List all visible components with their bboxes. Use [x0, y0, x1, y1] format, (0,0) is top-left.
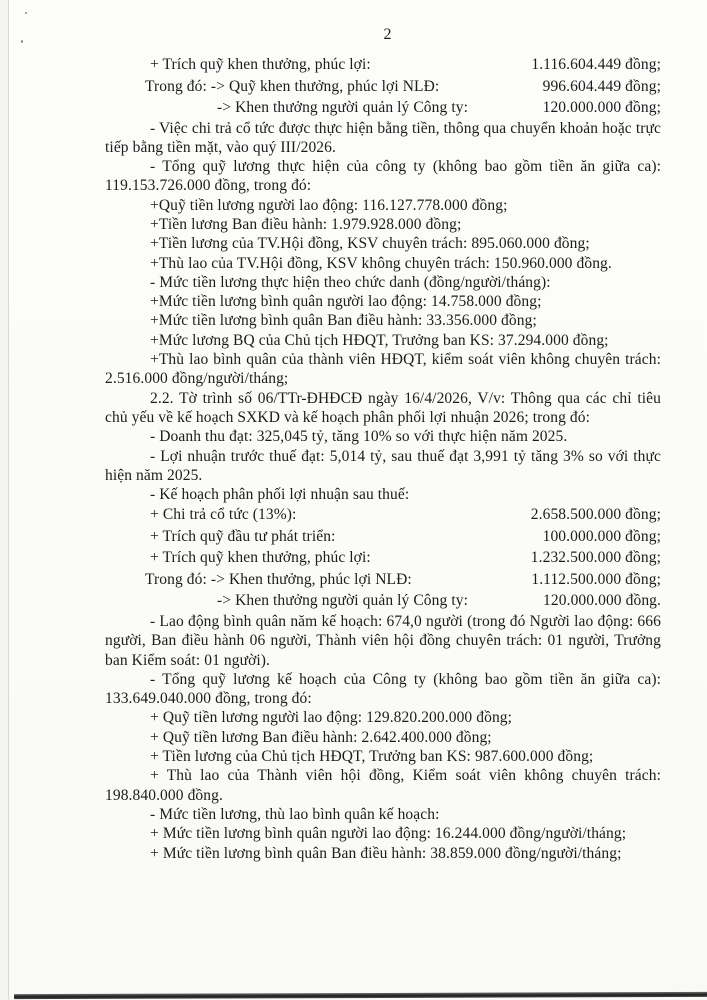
money-amount: 120.000.000 đồng; — [542, 99, 661, 116]
money-amount: 1.232.500.000 đồng; — [530, 549, 661, 567]
page-number: 2 — [383, 26, 392, 43]
paragraph: + Tiền lương của Chủ tịch HĐQT, Trưởng ban KS: 987.600.000 đồng; — [150, 748, 594, 766]
money-amount: 2.658.500.000 đồng; — [530, 506, 661, 524]
paragraph: - Lao động bình quân năm kế hoạch: 674,0 người (trong đó Người lao động: 666 người, Ban điều hành 06 người, Thành viên hội đồng chuyên trách: 01 người, Trưởng ban Kiểm soát: 01 người). — [105, 612, 661, 669]
money-label: + Chi trả cổ tức (13%): — [150, 506, 297, 524]
scan-speck — [25, 12, 27, 14]
money-label: + Trích quỹ đầu tư phát triển: — [150, 527, 336, 545]
document-body — [105, 54, 661, 863]
paragraph: +Thù lao của TV.Hội đồng, KSV không chuyên trách: 150.960.000 đồng. — [150, 254, 612, 272]
paragraph: +Mức tiền lương bình quân người lao động: 14.758.000 đồng; — [150, 293, 542, 311]
money-amount: 1.116.604.449 đồng; — [531, 56, 661, 73]
scan-bottom-edge — [14, 992, 707, 999]
paragraph: +Mức lương BQ của Chủ tịch HĐQT, Trưởng ban KS: 37.294.000 đồng; — [150, 331, 609, 349]
paragraph: +Tiền lương Ban điều hành: 1.979.928.000 đồng; — [150, 215, 462, 233]
money-amount: 1.112.500.000 đồng; — [531, 570, 661, 588]
paragraph: - Việc chi trả cổ tức được thực hiện bằng tiền, thông qua chuyển khoản hoặc trực tiếp bằng tiền mặt, vào quý III/2026. — [105, 119, 661, 156]
money-label: + Trích quỹ khen thưởng, phúc lợi: — [150, 56, 371, 73]
money-row — [105, 54, 661, 76]
paragraph: - Doanh thu đạt: 325,045 tỷ, tăng 10% so với thực hiện năm 2025. — [150, 428, 568, 446]
paragraph: + Quỹ tiền lương người lao động: 129.820.200.000 đồng; — [150, 709, 513, 727]
money-row — [105, 547, 661, 569]
paragraph: +Mức tiền lương bình quân Ban điều hành: 33.356.000 đồng; — [150, 312, 537, 330]
paragraph: +Thù lao bình quân của thành viên HĐQT, kiểm soát viên không chuyên trách: 2.516.000 đồng/người/tháng; — [105, 351, 661, 388]
money-amount: 100.000.000 đồng; — [542, 527, 661, 545]
paragraph: - Mức tiền lương, thù lao bình quân kế hoạch: — [150, 805, 440, 823]
money-row — [105, 97, 661, 119]
money-label: + Trích quỹ khen thưởng, phúc lợi: — [150, 549, 371, 567]
paragraph: - Kế hoạch phân phối lợi nhuận sau thuế: — [150, 486, 410, 504]
money-amount: 120.000.000 đồng. — [543, 592, 661, 610]
paragraph: + Mức tiền lương bình quân người lao động: 16.244.000 đồng/người/tháng; — [150, 825, 627, 843]
money-row — [105, 569, 661, 591]
scan-left-edge — [8, 0, 9, 1000]
paragraph: - Mức tiền lương thực hiện theo chức danh (đồng/người/tháng): — [150, 273, 551, 291]
scan-left-strip — [0, 0, 8, 1000]
money-row — [105, 76, 661, 98]
paragraph: - Lợi nhuận trước thuế đạt: 5,014 tỷ, sau thuế đạt 3,991 tỷ tăng 3% so với thực hiện năm 2025. — [105, 447, 661, 484]
paragraph: +Tiền lương của TV.Hội đồng, KSV chuyên trách: 895.060.000 đồng; — [150, 235, 590, 253]
paragraph: - Tổng quỹ lương thực hiện của công ty (không bao gồm tiền ăn giữa ca): 119.153.726.000 đồng, trong đó: — [105, 158, 661, 195]
paragraph: + Thù lao của Thành viên hội đồng, Kiểm soát viên không chuyên trách: 198.840.000 đồng. — [105, 767, 661, 804]
money-label: Trong đó: -> Quỹ khen thưởng, phúc lợi NLĐ: — [145, 77, 440, 95]
paragraph: + Mức tiền lương bình quân Ban điều hành: 38.859.000 đồng/người/tháng; — [150, 844, 622, 862]
money-label: Trong đó: -> Khen thưởng, phúc lợi NLĐ: — [145, 570, 412, 588]
paragraph: 2.2. Tờ trình số 06/TTr-ĐHĐCĐ ngày 16/4/2026, V/v: Thông qua các chỉ tiêu chủ yếu về kế hoạch SXKD và kế hoạch phân phối lợi nhuận 2026; trong đó: — [105, 389, 661, 426]
money-amount: 996.604.449 đồng; — [542, 77, 661, 95]
money-row — [105, 526, 661, 548]
paragraph: +Quỹ tiền lương người lao động: 116.127.778.000 đồng; — [150, 196, 508, 214]
money-label: -> Khen thưởng người quản lý Công ty: — [217, 99, 468, 116]
money-row — [105, 590, 661, 612]
money-label: -> Khen thưởng người quản lý Công ty: — [217, 592, 468, 610]
paragraph: + Quỹ tiền lương Ban điều hành: 2.642.400.000 đồng; — [150, 728, 492, 746]
money-row — [105, 504, 661, 526]
paragraph: - Tổng quỹ lương kế hoạch của Công ty (không bao gồm tiền ăn giữa ca): 133.649.040.000 đồng, trong đó: — [105, 670, 661, 708]
